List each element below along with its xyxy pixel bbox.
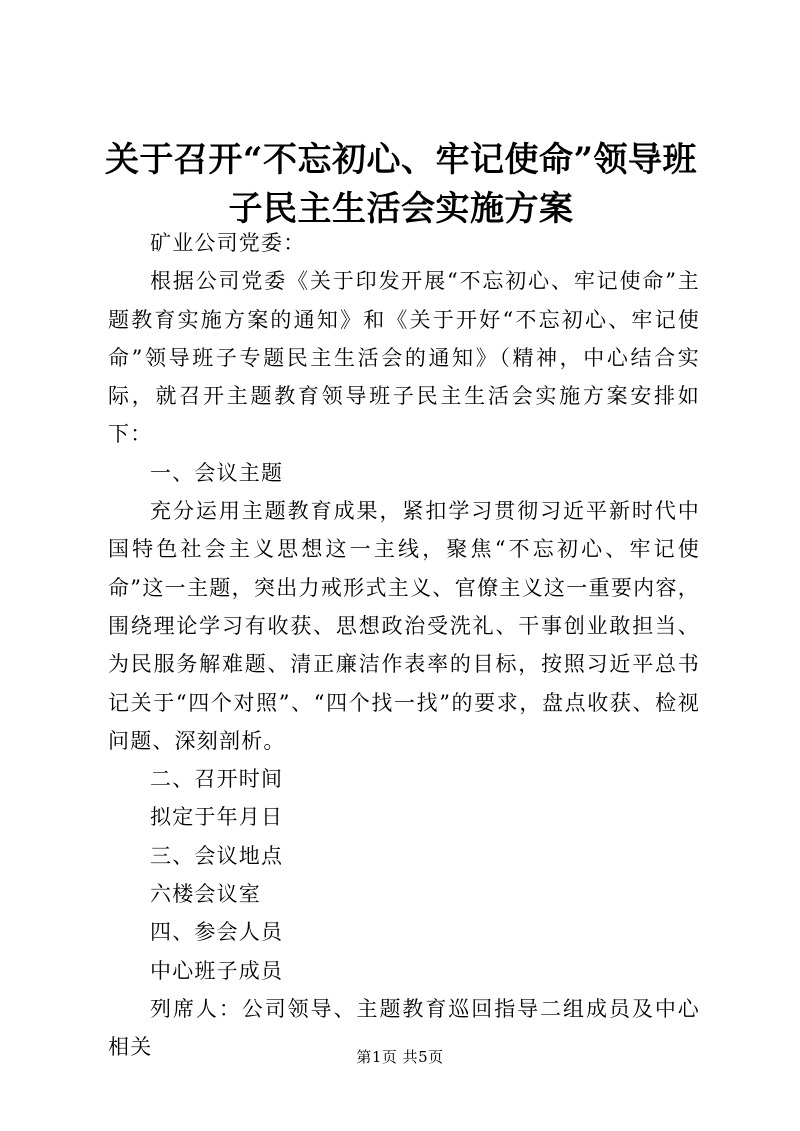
document-body xyxy=(108,224,700,1067)
location-paragraph: 六楼会议室 xyxy=(150,882,261,907)
time-paragraph: 拟定于年月日 xyxy=(150,805,284,830)
section-heading-attendees: 四、参会人员 xyxy=(150,920,284,945)
section-heading-location: 三、会议地点 xyxy=(150,843,284,868)
document-title: 关于召开“不忘初心、牢记使命”领导班子民主生活会实施方案 xyxy=(104,140,698,229)
section-heading-theme: 一、会议主题 xyxy=(150,460,284,485)
page-number: 第1页 共5页 xyxy=(356,1048,444,1066)
observers-paragraph: 列席人：公司领导、主题教育巡回指导二组成员及中心相关 xyxy=(108,996,700,1060)
intro-paragraph: 根据公司党委《关于印发开展“不忘初心、牢记使命”主题教育实施方案的通知》和《关于开好“不忘初心、牢记使命”领导班子专题民主生活会的通知》（精神，中心结合实际，就召开主题教育领导班子民主生活会实施方案安排如下： xyxy=(108,269,700,447)
section-heading-time: 二、召开时间 xyxy=(150,767,284,792)
attendees-paragraph: 中心班子成员 xyxy=(150,958,284,983)
recipient-line: 矿业公司党委： xyxy=(150,231,306,255)
theme-paragraph: 充分运用主题教育成果，紧扣学习贯彻习近平新时代中国特色社会主义思想这一主线，聚焦“不忘初心、牢记使命”这一主题，突出力戒形式主义、官僚主义这一重要内容，围绕理论学习有收获、思想政治受洗礼、干事创业敢担当、为民服务解难题、清正廉洁作表率的目标，按照习近平总书记关于“四个对照”、“四个找一找”的要求，盘点收获、检视问题、深刻剖析。 xyxy=(108,499,700,753)
